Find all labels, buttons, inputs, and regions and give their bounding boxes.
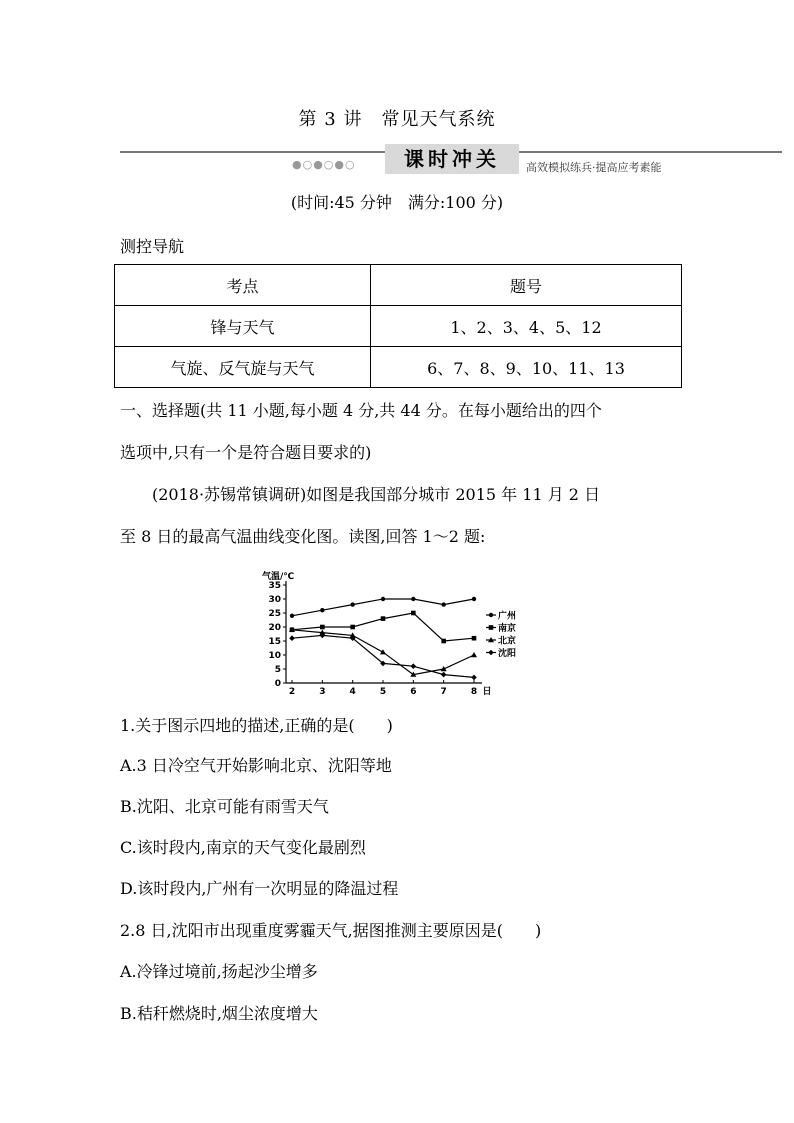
y-tick-label: 30 <box>268 595 281 605</box>
x-tick-label: 5 <box>379 687 387 697</box>
data-point <box>472 636 477 641</box>
data-point <box>380 649 386 654</box>
y-tick-label: 20 <box>268 623 281 633</box>
data-point <box>441 672 447 678</box>
question-option: B.沈阳、北京可能有雨雪天气 <box>120 797 329 816</box>
data-point <box>411 663 417 669</box>
series-line <box>292 599 474 616</box>
y-tick-label: 10 <box>268 651 281 661</box>
y-tick-label: 35 <box>268 581 281 591</box>
legend-label: 南京 <box>498 624 517 634</box>
table-cell: 气旋、反气旋与天气 <box>115 347 371 388</box>
legend-label: 沈阳 <box>498 649 517 659</box>
table-cell: 锋与天气 <box>115 306 371 347</box>
x-tick-label: 6 <box>410 687 417 697</box>
x-tick-label: 3 <box>319 687 326 697</box>
legend-label: 广州 <box>498 611 517 622</box>
question-option: B.秸秆燃烧时,烟尘浓度增大 <box>120 1004 318 1023</box>
table-cell: 1、2、3、4、5、12 <box>371 306 682 347</box>
data-point <box>350 625 355 630</box>
data-point <box>289 635 295 641</box>
banner-title: 课时冲关 <box>385 144 519 174</box>
data-point <box>441 639 446 644</box>
y-tick-label: 15 <box>268 637 281 647</box>
legend-label: 北京 <box>498 636 517 647</box>
data-point <box>471 675 477 681</box>
data-point <box>320 625 325 630</box>
banner-tagline: 高效模拟练兵·提高应考素能 <box>526 161 662 174</box>
table-cell: 6、7、8、9、10、11、13 <box>371 347 682 388</box>
time-info: (时间:45 分钟 满分:100 分) <box>290 193 504 212</box>
x-tick-label: 8 <box>470 687 478 697</box>
y-tick-label: 0 <box>274 679 281 689</box>
table-header: 考点 <box>115 265 371 306</box>
data-point <box>472 597 476 601</box>
lesson-title: 第 3 讲 常见天气系统 <box>298 109 496 130</box>
table-header: 题号 <box>371 265 682 306</box>
intro-line: (2018·苏锡常镇调研)如图是我国部分城市 2015 年 11 月 2 日 <box>152 485 601 504</box>
x-tick-label: 7 <box>440 687 447 697</box>
question-stem: 1.关于图示四地的描述,正确的是( ) <box>120 716 393 735</box>
x-tick-label: 2 <box>288 687 296 697</box>
question-option: A.3 日冷空气开始影响北京、沈阳等地 <box>120 756 392 775</box>
legend-marker <box>489 613 493 617</box>
y-tick-label: 25 <box>268 609 281 619</box>
table-row <box>115 306 682 347</box>
table-row <box>115 347 682 388</box>
nav-title: 测控导航 <box>120 237 185 256</box>
data-point <box>381 597 385 601</box>
series-line <box>292 635 474 677</box>
table-header-row <box>115 265 682 306</box>
data-point <box>320 608 324 612</box>
data-point <box>441 602 445 606</box>
question-option: A.冷锋过境前,扬起沙尘增多 <box>120 962 318 981</box>
banner-dots: ●○●○●○ <box>292 158 356 171</box>
data-point <box>290 614 294 618</box>
question-option: C.该时段内,南京的天气变化最剧烈 <box>120 838 366 857</box>
data-point <box>411 611 416 616</box>
data-point <box>350 602 354 606</box>
data-point <box>411 597 415 601</box>
x-tick-label: 4 <box>349 687 356 697</box>
legend-marker <box>488 650 494 656</box>
y-axis-label: 气温/℃ <box>262 572 295 582</box>
question-option: D.该时段内,广州有一次明显的降温过程 <box>120 879 399 898</box>
y-tick-label: 5 <box>274 665 281 675</box>
data-point <box>381 616 386 621</box>
legend-marker <box>489 625 494 630</box>
x-axis-label: 日 <box>482 687 492 697</box>
section-heading-line: 选项中,只有一个是符合题目要求的) <box>120 443 372 462</box>
question-stem: 2.8 日,沈阳市出现重度雾霾天气,据图推测主要原因是( ) <box>120 921 542 940</box>
data-point <box>471 652 477 657</box>
nav-table <box>114 264 682 388</box>
temperature-line-chart <box>258 563 517 697</box>
intro-line: 至 8 日的最高气温曲线变化图。读图,回答 1～2 题: <box>120 527 486 546</box>
section-heading-line: 一、选择题(共 11 小题,每小题 4 分,共 44 分。在每小题给出的四个 <box>120 401 602 420</box>
